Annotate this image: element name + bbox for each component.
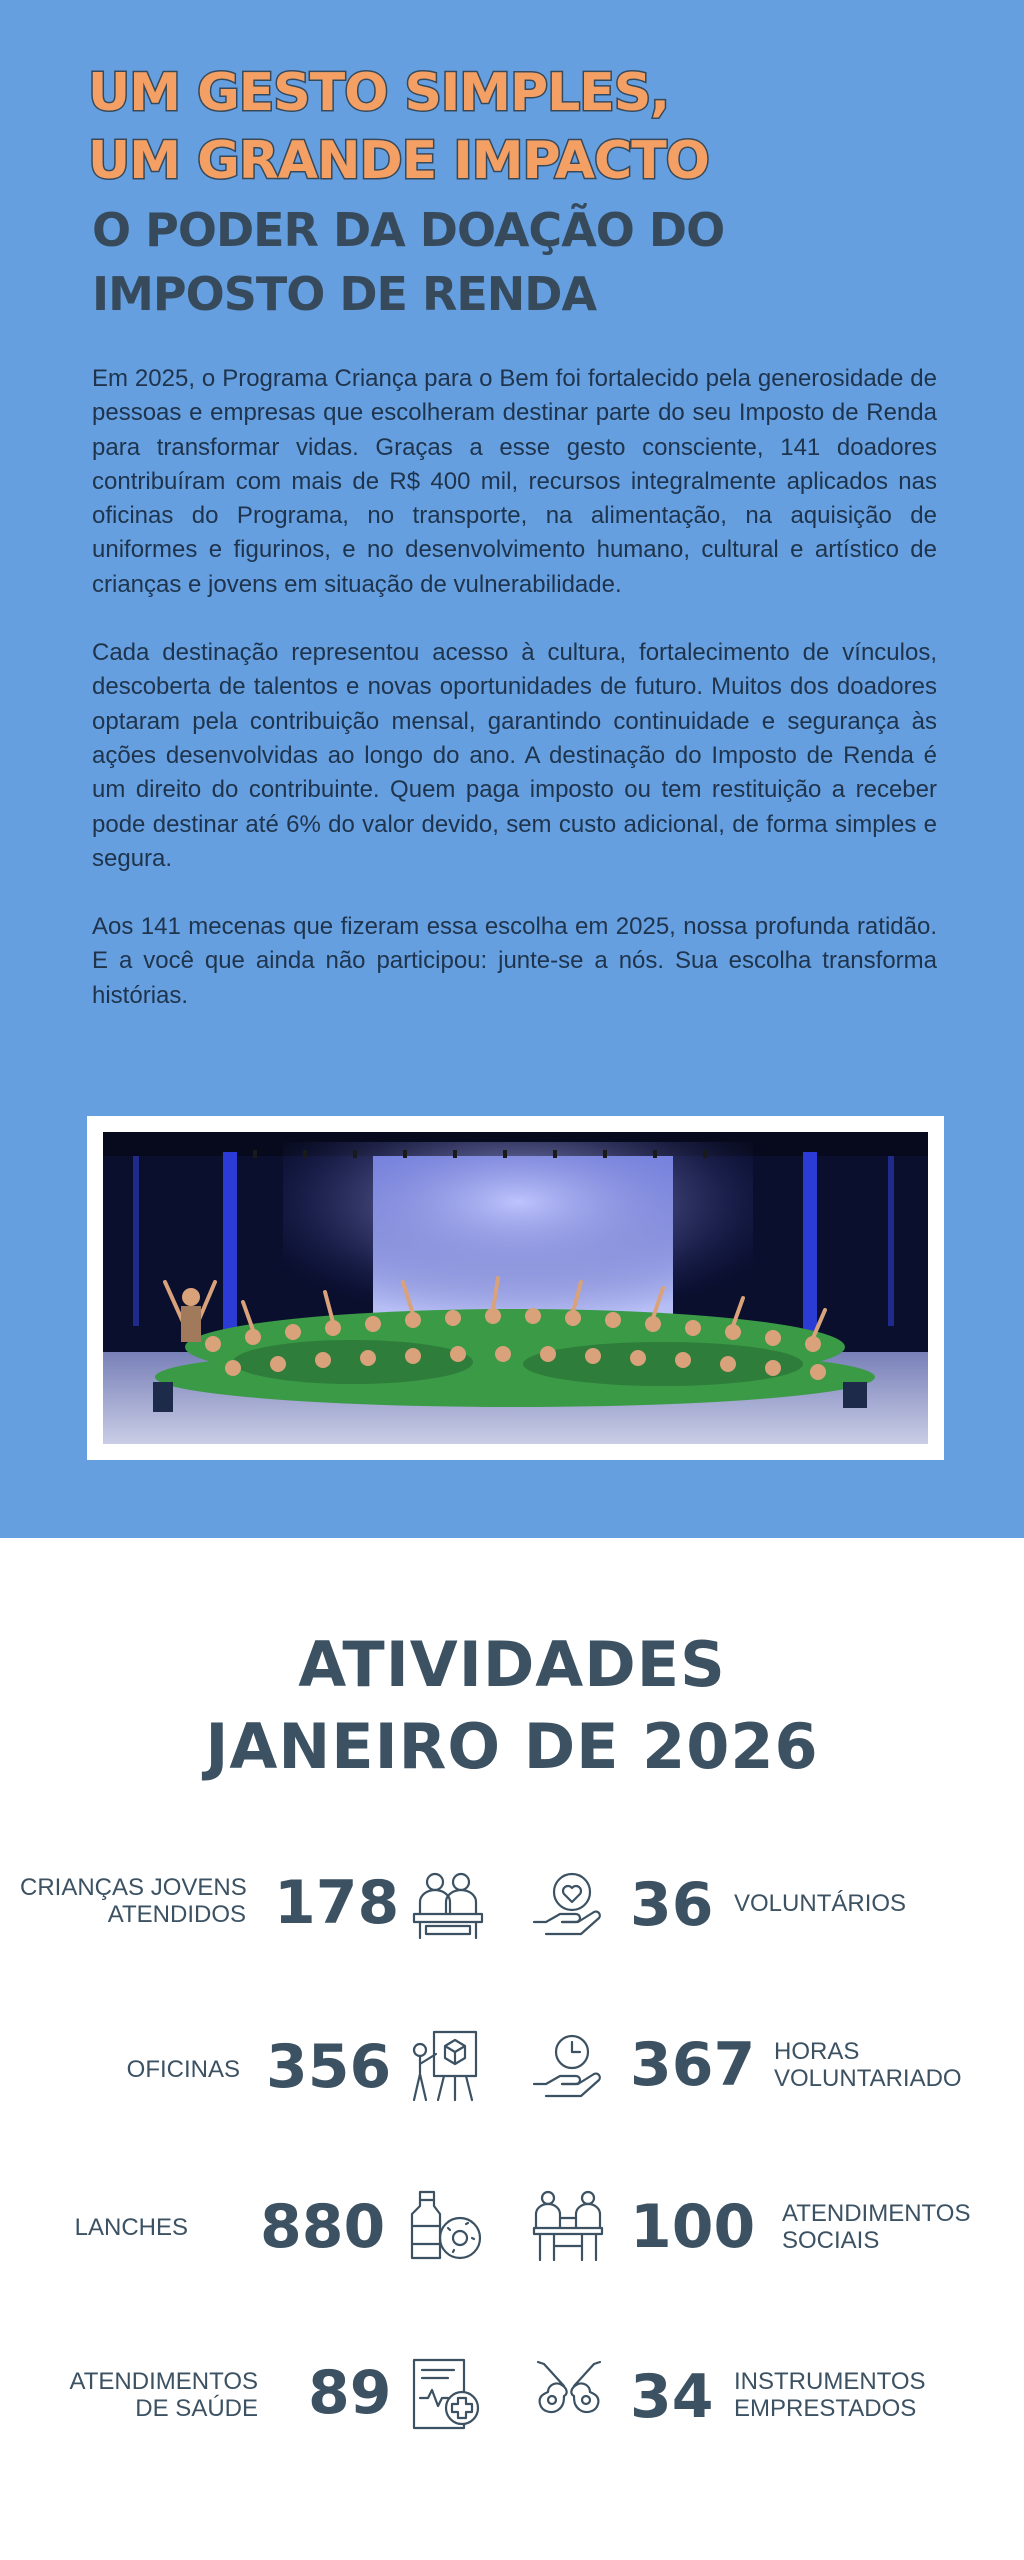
- stat-label-instruments: INSTRUMENTOS EMPRESTADOS: [734, 2368, 926, 2422]
- photo-frame: [87, 1116, 944, 1460]
- stat-value-snacks: 880: [260, 2192, 386, 2262]
- activities-title-line-1: ATIVIDADES: [298, 1628, 726, 1701]
- subheadline-line-2: IMPOSTO DE RENDA: [92, 267, 597, 321]
- stat-label-volunteer-hours: HORAS VOLUNTARIADO: [774, 2038, 962, 2092]
- stat-value-social-services: 100: [630, 2192, 756, 2262]
- bottle-and-donut-icon: [408, 2188, 484, 2264]
- guitars-icon: [530, 2356, 606, 2432]
- medical-report-icon: [408, 2356, 484, 2432]
- people-at-desk-icon: [410, 1866, 486, 1942]
- stat-value-volunteers: 36: [630, 1870, 714, 1940]
- subheadline-line-1: O PODER DA DOAÇÃO DO: [92, 203, 725, 257]
- stat-value-children: 178: [274, 1868, 400, 1938]
- stat-value-health-services: 89: [308, 2358, 392, 2428]
- stat-value-instruments: 34: [630, 2362, 714, 2432]
- paragraph-1: Em 2025, o Programa Criança para o Bem foi fortalecido pela generosidade de pessoas e empresas que escolheram destinar parte do seu Imposto de Renda para transformar vidas. Graças a esse gesto consciente, 141 doadores contribuíram com mais de R$ 400 mil, recursos integralmente aplicados nas oficinas do Programa, no transporte, na alimentação, na aquisição de uniformes e figurinos, e no desenvolvimento humano, cultural e artístico de crianças e jovens em situação de vulnerabilidade.: [92, 365, 937, 598]
- stat-label-children: CRIANÇAS JOVENS ATENDIDOS: [20, 1874, 247, 1928]
- paragraph-3: Aos 141 mecenas que fizeram essa escolha em 2025, nossa profunda ratidão. E a você que ainda não participou: junte-se a nós. Sua escolha transforma histórias.: [92, 913, 937, 1009]
- clock-in-hand-icon: [530, 2028, 606, 2104]
- paragraph-2: Cada destinação representou acesso à cultura, fortalecimento de vínculos, descoberta de talentos e novas oportunidades de futuro. Muitos dos doadores optaram pela contribuição mensal, garantindo continuidade e segurança às ações desenvolvidas ao longo do ano. A destinação do Imposto de Renda é um direito do contribuinte. Quem paga imposto ou tem restituição a receber pode destinar até 6% do valor devido, sem custo adicional, de forma simples e segura.: [92, 639, 937, 872]
- stat-label-social-services: ATENDIMENTOS SOCIAIS: [782, 2200, 971, 2254]
- group-photo: [103, 1132, 928, 1444]
- stat-label-snacks: LANCHES: [74, 2214, 188, 2241]
- headline-line-2: UM GRANDE IMPACTO: [88, 131, 709, 191]
- headline-line-1: UM GESTO SIMPLES,: [88, 63, 670, 123]
- stat-label-volunteers: VOLUNTÁRIOS: [734, 1890, 907, 1917]
- stat-value-volunteer-hours: 367: [630, 2030, 756, 2100]
- stage-photo-illustration: [103, 1132, 928, 1444]
- article-body: [92, 362, 937, 1047]
- activities-title-line-2: JANEIRO DE 2026: [205, 1710, 819, 1783]
- stat-label-health-services: ATENDIMENTOS DE SAÚDE: [69, 2368, 258, 2422]
- stat-label-workshops: OFICINAS: [126, 2056, 240, 2083]
- presentation-board-icon: [404, 2028, 480, 2104]
- people-at-table-icon: [530, 2188, 606, 2264]
- stat-value-workshops: 356: [266, 2032, 392, 2102]
- heart-in-hand-icon: [530, 1866, 606, 1942]
